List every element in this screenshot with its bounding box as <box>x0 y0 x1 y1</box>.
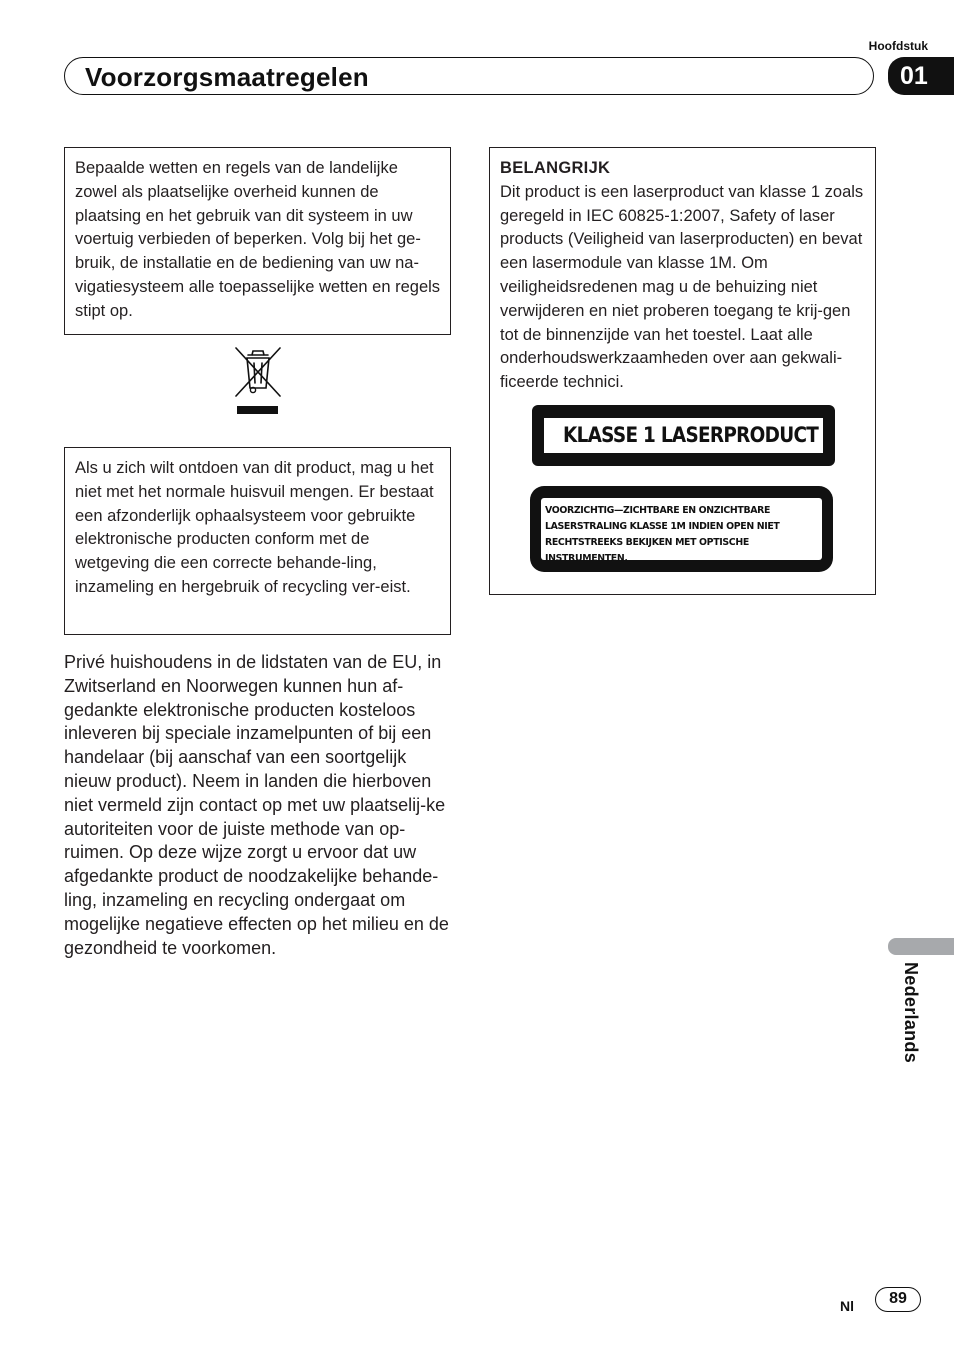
disposal-notice-text: Als u zich wilt ontdoen van dit product, mag u het niet met het normale huisvuil mengen. Er bestaat een afzonderlijk ophaalsysteem voor gebruikte elektronische producten conform met de wetgeving die een correcte behande-ling, inzameling en hergebruik of recycling ver-eist. <box>75 459 434 596</box>
language-label: Nederlands <box>901 962 921 1064</box>
important-heading: BELANGRIJK <box>500 159 611 177</box>
laws-notice-box <box>64 147 451 335</box>
chapter-label: Hoofdstuk <box>868 39 928 53</box>
chapter-number-tab: 01 <box>888 57 954 95</box>
warning-line: VOORZICHTIG—ZICHTBARE EN ONZICHTBARE <box>545 505 771 516</box>
laws-notice-text: Bepaalde wetten en regels van de landelijke zowel als plaatselijke overheid kunnen de plaatsing en het gebruik van dit systeem in uw voertuig verbieden of beperken. Volg bij het ge-bruik, de installatie en de bediening van uw na-vigatiesysteem alle toepasselijke wetten en regels stipt op. <box>75 159 441 320</box>
laser-warning-label <box>530 486 833 572</box>
disposal-notice-box <box>64 447 451 635</box>
important-text: Dit product is een laserproduct van klasse 1 zoals geregeld in IEC 60825-1:2007, Safety of laser products (Veiligheid van laserproducten) en bevat een lasermodule van klasse 1M. Om veiligheidsredenen mag u de behuizing niet verwijderen en niet proberen toegang te krij-gen tot de binnenzijde van het toestel. Laat alle onderhoudswerkzaamheden over aan gekwali-ficeerde technici. <box>500 182 864 392</box>
crossed-out-wheelie-bin-icon <box>232 344 284 416</box>
warning-line: RECHTSTREEKS BEKIJKEN MET OPTISCHE INSTRUMENTEN. <box>545 537 749 564</box>
title-bar <box>64 57 874 95</box>
laser-warning-label-text <box>541 498 822 564</box>
language-tab <box>888 938 954 955</box>
disposal-body-text: Privé huishoudens in de lidstaten van de EU, in Zwitserland en Noorwegen kunnen hun af-gedankte elektronische producten kosteloos inleveren bij speciale inzamelpunten of bij een handelaar (bij aanschaf van een soortgelijk nieuw product). Neem in landen die hierboven niet vermeld zijn contact op met uw plaatselij-ke autoriteiten voor de juiste methode van op-ruimen. Op deze wijze zorgt u ervoor dat uw afgedankte product de noodzakelijke behande-ling, inzameling en recycling ondergaat om mogelijke negatieve effecten op het milieu en de gezondheid te voorkomen. <box>64 652 449 958</box>
page-number: 89 <box>875 1287 921 1312</box>
page-title: Voorzorgsmaatregelen <box>85 62 369 92</box>
language-code: Nl <box>840 1298 854 1314</box>
laser-class-label <box>532 405 835 466</box>
warning-line: LASERSTRALING KLASSE 1M INDIEN OPEN NIET <box>545 521 780 532</box>
laser-class-label-text: KLASSE 1 LASERPRODUCT <box>544 418 823 453</box>
